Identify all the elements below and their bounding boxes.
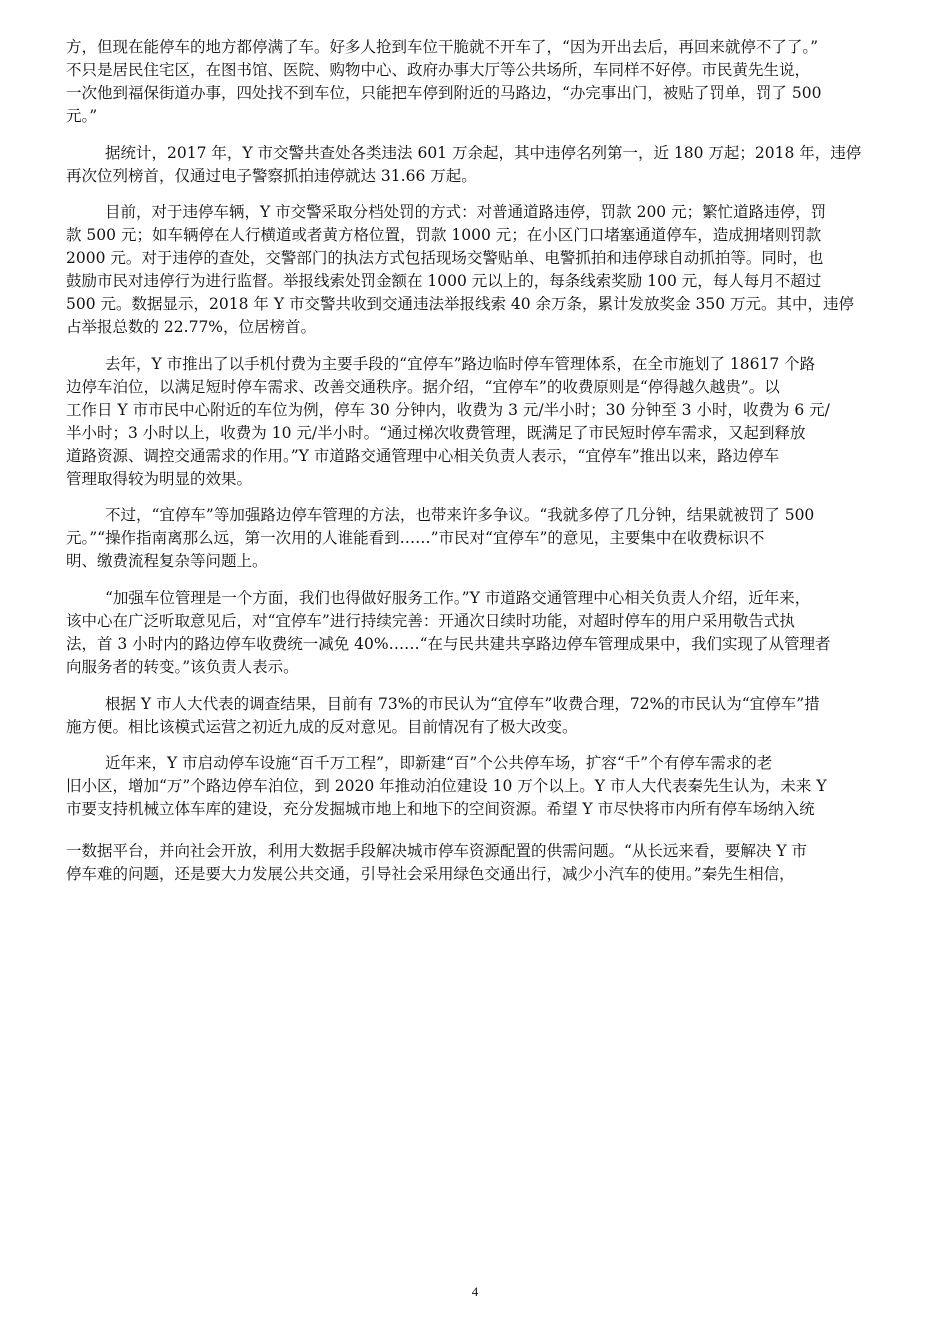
- text-line: 不过，“宜停车”等加强路边停车管理的方法，也带来许多争议。“我就多停了几分钟，结果就被罚了 500: [105, 506, 815, 525]
- text-line: 停车难的问题，还是要大力发展公共交通，引导社会采用绿色交通出行，减少小汽车的使用。”秦先生相信，: [66, 865, 795, 884]
- paragraph-gap: [66, 739, 902, 753]
- page-number: 4: [471, 1284, 479, 1299]
- paragraph: [66, 504, 902, 573]
- text-line: 去年，Y 市推出了以手机付费为主要手段的“宜停车”路边临时停车管理体系，在全市施划了 18617 个路: [105, 354, 816, 373]
- text-line: 向服务者的转变。”该负责人表示。: [66, 657, 299, 676]
- paragraph: [66, 840, 902, 886]
- text-line: 再次位列榜首，仅通过电子警察抓拍违停就达 31.66 万起。: [66, 166, 477, 185]
- text-line: “加强车位管理是一个方面，我们也得做好服务工作。”Y 市道路交通管理中心相关负责人介绍，近年来，: [105, 588, 811, 607]
- paragraph-gap: [66, 339, 902, 353]
- text-line: 目前，对于违停车辆，Y 市交警采取分档处罚的方式：对普通道路违停，罚款 200 元；繁忙道路违停，罚: [105, 203, 827, 222]
- text-line: 明、缴费流程复杂等问题上。: [66, 552, 268, 571]
- text-line: 根据 Y 市人大代表的调查结果，目前有 73%的市民认为“宜停车”收费合理，72%的市民认为“宜停车”措: [105, 694, 820, 713]
- text-line: 元。”: [66, 107, 98, 125]
- text-line: 道路资源、调控交通需求的作用。”Y 市道路交通管理中心相关负责人表示，“宜停车”推出以来，路边停车: [66, 446, 780, 465]
- text-line: 半小时；3 小时以上，收费为 10 元/半小时。“通过梯次收费管理，既满足了市民短时停车需求，又起到释放: [66, 423, 806, 442]
- text-line: 元。”“操作指南离那么远，第一次用的人谁能看到……”市民对“宜停车”的意见，主要集中在收费标识不: [66, 529, 765, 548]
- text-line: 鼓励市民对违停行为进行监督。举报线索处罚金额在 1000 元以上的，每条线索奖励 100 元，每人每月不超过: [66, 272, 822, 291]
- paragraph: [66, 201, 902, 339]
- text-line: 方，但现在能停车的地方都停满了车。好多人抢到车位干脆就不开车了，“因为开出去后，再回来就停不了了。”: [66, 38, 819, 56]
- text-line: 该中心在广泛听取意见后，对“宜停车”进行持续完善：开通次日续时功能，对超时停车的用户采用敬告式执: [66, 611, 795, 630]
- text-line: 一数据平台，并向社会开放，利用大数据手段解决城市停车资源配置的供需问题。“从长远来看，要解决 Y 市: [66, 842, 808, 861]
- text-line: 占举报总数的 22.77%，位居榜首。: [66, 318, 317, 337]
- text-line: 500 元。数据显示，2018 年 Y 市交警共收到交通违法举报线索 40 余万条，累计发放奖金 350 万元。其中，违停: [66, 295, 854, 314]
- text-line: 旧小区，增加“万”个路边停车泊位，到 2020 年推动泊位建设 10 万个以上。Y 市人大代表秦先生认为，未来 Y: [66, 777, 827, 796]
- text-line: 一次他到福保街道办事，四处找不到车位，只能把车停到附近的马路边，“办完事出门，被贴了罚单，罚了 500: [66, 84, 822, 102]
- text-line: 近年来，Y 市启动停车设施“百千万工程”，即新建“百”个公共停车场，扩容“千”个有停车需求的老: [105, 754, 773, 773]
- paragraph: [66, 587, 902, 679]
- paragraph-gap: [66, 821, 902, 840]
- paragraph-gap: [66, 491, 902, 505]
- paragraph-gap: [66, 573, 902, 587]
- text-line: 不只是居民住宅区，在图书馆、医院、购物中心、政府办事大厅等公共场所，车同样不好停。市民黄先生说，: [66, 61, 811, 79]
- paragraph: [66, 353, 902, 491]
- paragraph: [66, 36, 902, 128]
- paragraph-gap: [66, 128, 902, 142]
- paragraph: [66, 142, 902, 188]
- text-line: 市要支持机械立体车库的建设，充分发掘城市地上和地下的空间资源。希望 Y 市尽快将市内所有停车场纳入统: [66, 800, 815, 819]
- text-line: 2000 元。对于违停的查处，交警部门的执法方式包括现场交警贴单、电警抓拍和违停球自动抓拍等。同时，也: [66, 249, 824, 268]
- paragraph: [66, 693, 902, 739]
- text-line: 管理取得较为明显的效果。: [66, 469, 253, 488]
- text-line: 工作日 Y 市市民中心附近的车位为例，停车 30 分钟内，收费为 3 元/半小时；30 分钟至 3 小时，收费为 6 元/: [66, 400, 830, 419]
- text-line: 施方便。相比该模式运营之初近九成的反对意见。目前情况有了极大改变。: [66, 717, 578, 736]
- text-line: 款 500 元；如车辆停在人行横道或者黄方格位置，罚款 1000 元；在小区门口堵塞通道停车，造成拥堵则罚款: [66, 226, 822, 245]
- paragraph: [66, 752, 902, 821]
- paragraph-gap: [66, 188, 902, 202]
- text-line: 法，首 3 小时内的路边停车收费统一减免 40%……“在与民共建共享路边停车管理成果中，我们实现了从管理者: [66, 634, 831, 653]
- paragraph-gap: [66, 679, 902, 693]
- text-line: 边停车泊位，以满足短时停车需求、改善交通秩序。据介绍，“宜停车”的收费原则是“停得越久越贵”。以: [66, 377, 780, 396]
- text-line: 据统计，2017 年，Y 市交警共查处各类违法 601 万余起，其中违停名列第一，近 180 万起；2018 年，违停: [105, 143, 862, 162]
- document-body: [66, 36, 902, 886]
